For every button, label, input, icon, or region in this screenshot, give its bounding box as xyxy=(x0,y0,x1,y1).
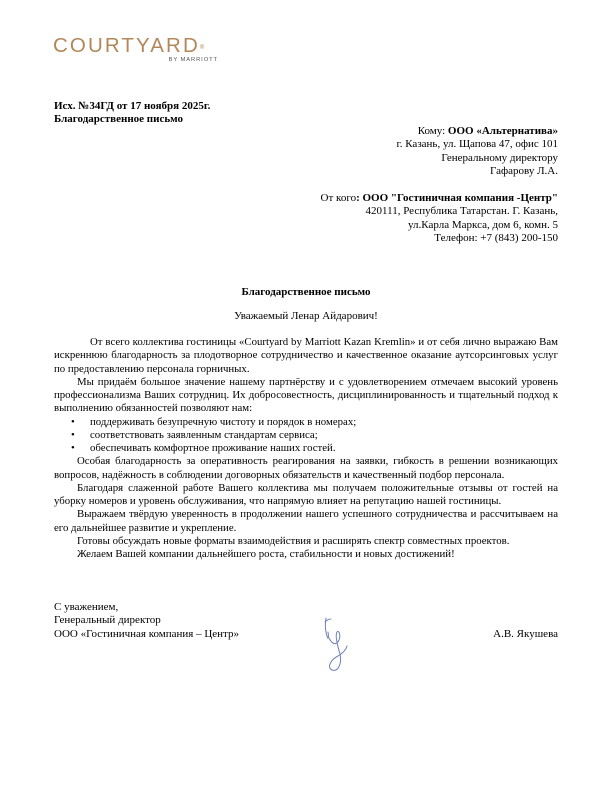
recipient-label: Кому: xyxy=(417,125,448,137)
registered-mark: ® xyxy=(199,45,207,51)
paragraph-3: Особая благодарность за оперативность реагирования на заявки, гибкость в решении возникающих вопросов, надёжность в соблюдении договорных обязательств и качественный подбор персонала. xyxy=(54,455,558,481)
recipient-address: г. Казань, ул. Щапова 47, офис 101 xyxy=(396,138,558,151)
paragraph-1: От всего коллектива гостиницы «Courtyard by Marriott Kazan Kremlin» и от себя лично выражаю Вам искреннюю благодарность за плодотворное сотрудничество и качественное оказание аутсорсинговых услуг по предоставлению персонала горничных. xyxy=(54,336,558,375)
paragraph-7: Желаем Вашей компании дальнейшего роста, стабильности и новых достижений! xyxy=(77,548,455,560)
list-item: • соответствовать заявленным стандартам сервиса; xyxy=(71,428,318,441)
paragraph-5: Выражаем твёрдую уверенность в продолжении нашего успешного сотрудничества и рассчитываем на его дальнейшее развитие и укрепление. xyxy=(54,508,558,534)
sender-address-line1: 420111, Республика Татарстан. Г. Казань, xyxy=(365,205,558,218)
list-item: • обеспечивать комфортное проживание наших гостей. xyxy=(71,442,336,454)
sender-label: От кого xyxy=(320,192,357,204)
closing-company: ООО «Гостиничная компания – Центр» xyxy=(54,627,240,640)
recipient-position: Генеральному директору xyxy=(441,151,558,164)
sender-name: ООО "Гостиничная компания -Центр" xyxy=(362,192,558,204)
sender-block xyxy=(321,192,558,246)
reference-number: Исх. №34ГД от 17 ноября 2025г. xyxy=(54,100,211,112)
signer-name: А.В. Якушева xyxy=(493,628,558,640)
closing-block xyxy=(54,601,239,641)
bullet-list xyxy=(54,416,558,456)
logo-subtitle: BY MARRIOTT xyxy=(168,57,218,63)
paragraph-2: Мы придаём большое значение нашему партнёрству и с удовлетворением отмечаем высокий уровень профессионализма Ваших сотрудниц. Их добросовестность, дисциплинированность и тщательный подход к выполнению обязанностей позволяют нам: xyxy=(54,375,558,415)
letter-body xyxy=(54,336,558,561)
recipient-person: Гафарову Л.А. xyxy=(490,165,558,178)
recipient-name: ООО «Альтернатива» xyxy=(447,125,558,137)
document-type: Благодарственное письмо xyxy=(54,113,184,125)
courtyard-logo xyxy=(53,36,218,66)
list-item: • поддерживать безупречную чистоту и порядок в номерах; xyxy=(71,415,357,428)
letter-title: Благодарственное письмо xyxy=(241,286,371,298)
letter-greeting: Уважаемый Ленар Айдарович! xyxy=(234,310,378,322)
paragraph-6: Готовы обсуждать новые форматы взаимодействия и расширять спектр совместных проектов. xyxy=(77,534,510,547)
closing-position: Генеральный директор xyxy=(54,614,161,627)
handwritten-signature xyxy=(316,610,356,680)
logo-wordmark: COURTYARD xyxy=(53,34,200,57)
bullet-icon: • xyxy=(71,428,75,441)
bullet-icon: • xyxy=(71,415,75,428)
sender-address-line2: ул.Карла Маркса, дом 6, комн. 5 xyxy=(408,218,558,231)
paragraph-4: Благодаря слаженной работе Вашего коллектива мы получаем положительные отзывы от гостей на уборку номеров и уровень обслуживания, что напрямую влияет на репутацию нашей гостиницы. xyxy=(54,481,558,507)
closing-regards: С уважением, xyxy=(54,601,119,613)
sender-phone: Телефон: +7 (843) 200-150 xyxy=(434,232,558,245)
recipient-block xyxy=(396,125,558,179)
sender-colon: : xyxy=(356,192,363,204)
bullet-icon: • xyxy=(71,442,75,454)
